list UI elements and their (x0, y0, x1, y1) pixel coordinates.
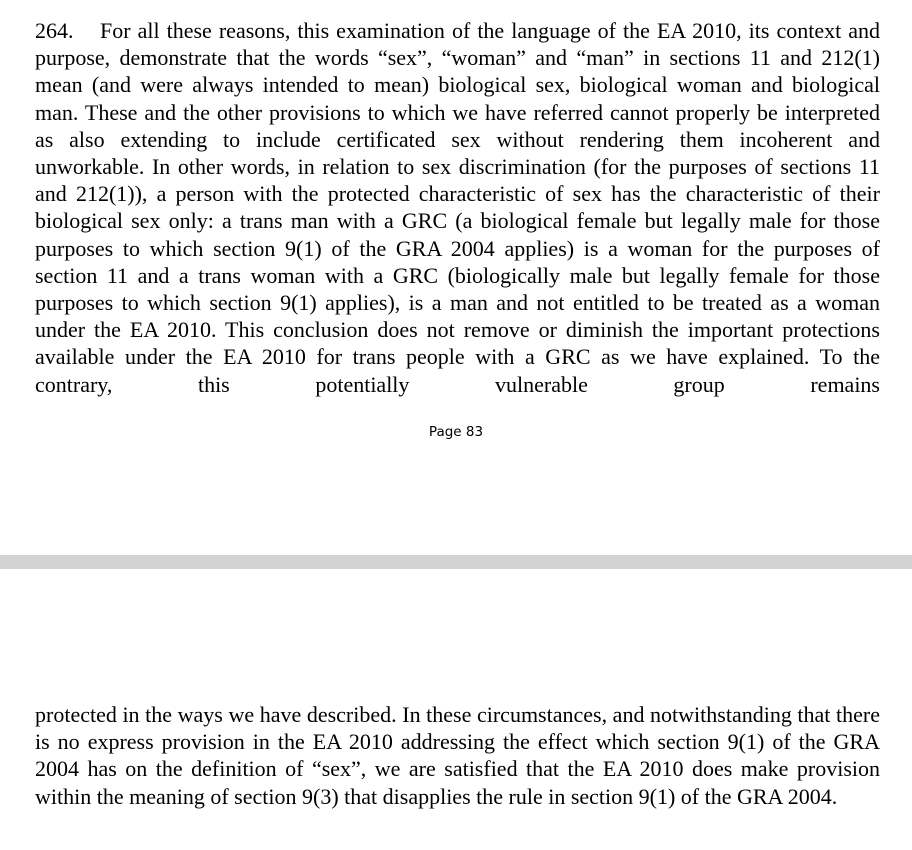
paragraph-264 (35, 17, 880, 398)
page-separator (0, 555, 912, 569)
paragraph-264-continued: protected in the ways we have described. In these circumstances, and notwithstanding that there is no express provision in the EA 2010 addressing the effect which section 9(1) of the GRA 2004 has on the definition of “sex”, we are satisfied that the EA 2010 does make provision within the meaning of section 9(3) that disapplies the rule in section 9(1) of the GRA 2004. (35, 702, 880, 809)
document-page-84 (0, 569, 912, 850)
paragraph-number: 264. (35, 18, 74, 43)
paragraph-text: For all these reasons, this examination of the language of the EA 2010, its context and purpose, demonstrate that the words “sex”, “woman” and “man” in sections 11 and 212(1) mean (and were always intended to mean) biological sex, biological woman and biological man. These and the other provisions to which we have referred cannot properly be interpreted as also extending to include certificated sex without rendering them incoherent and unworkable. In other words, in relation to sex discrimination (for the purposes of sections 11 and 212(1)), a person with the protected characteristic of sex has the characteristic of their biological sex only: a trans man with a GRC (a biological female but legally male for those purposes to which section 9(1) of the GRA 2004 applies) is a woman for the purposes of section 11 and a trans woman with a GRC (biologically male but legally female for those purposes to which section 9(1) applies), is a man and not entitled to be treated as a woman under the EA 2010. This conclusion does not remove or diminish the important protections available under the EA 2010 for trans people with a GRC as we have explained. To the contrary, this potentially vulnerable group remains (35, 18, 880, 397)
page-number: Page 83 (428, 424, 484, 440)
